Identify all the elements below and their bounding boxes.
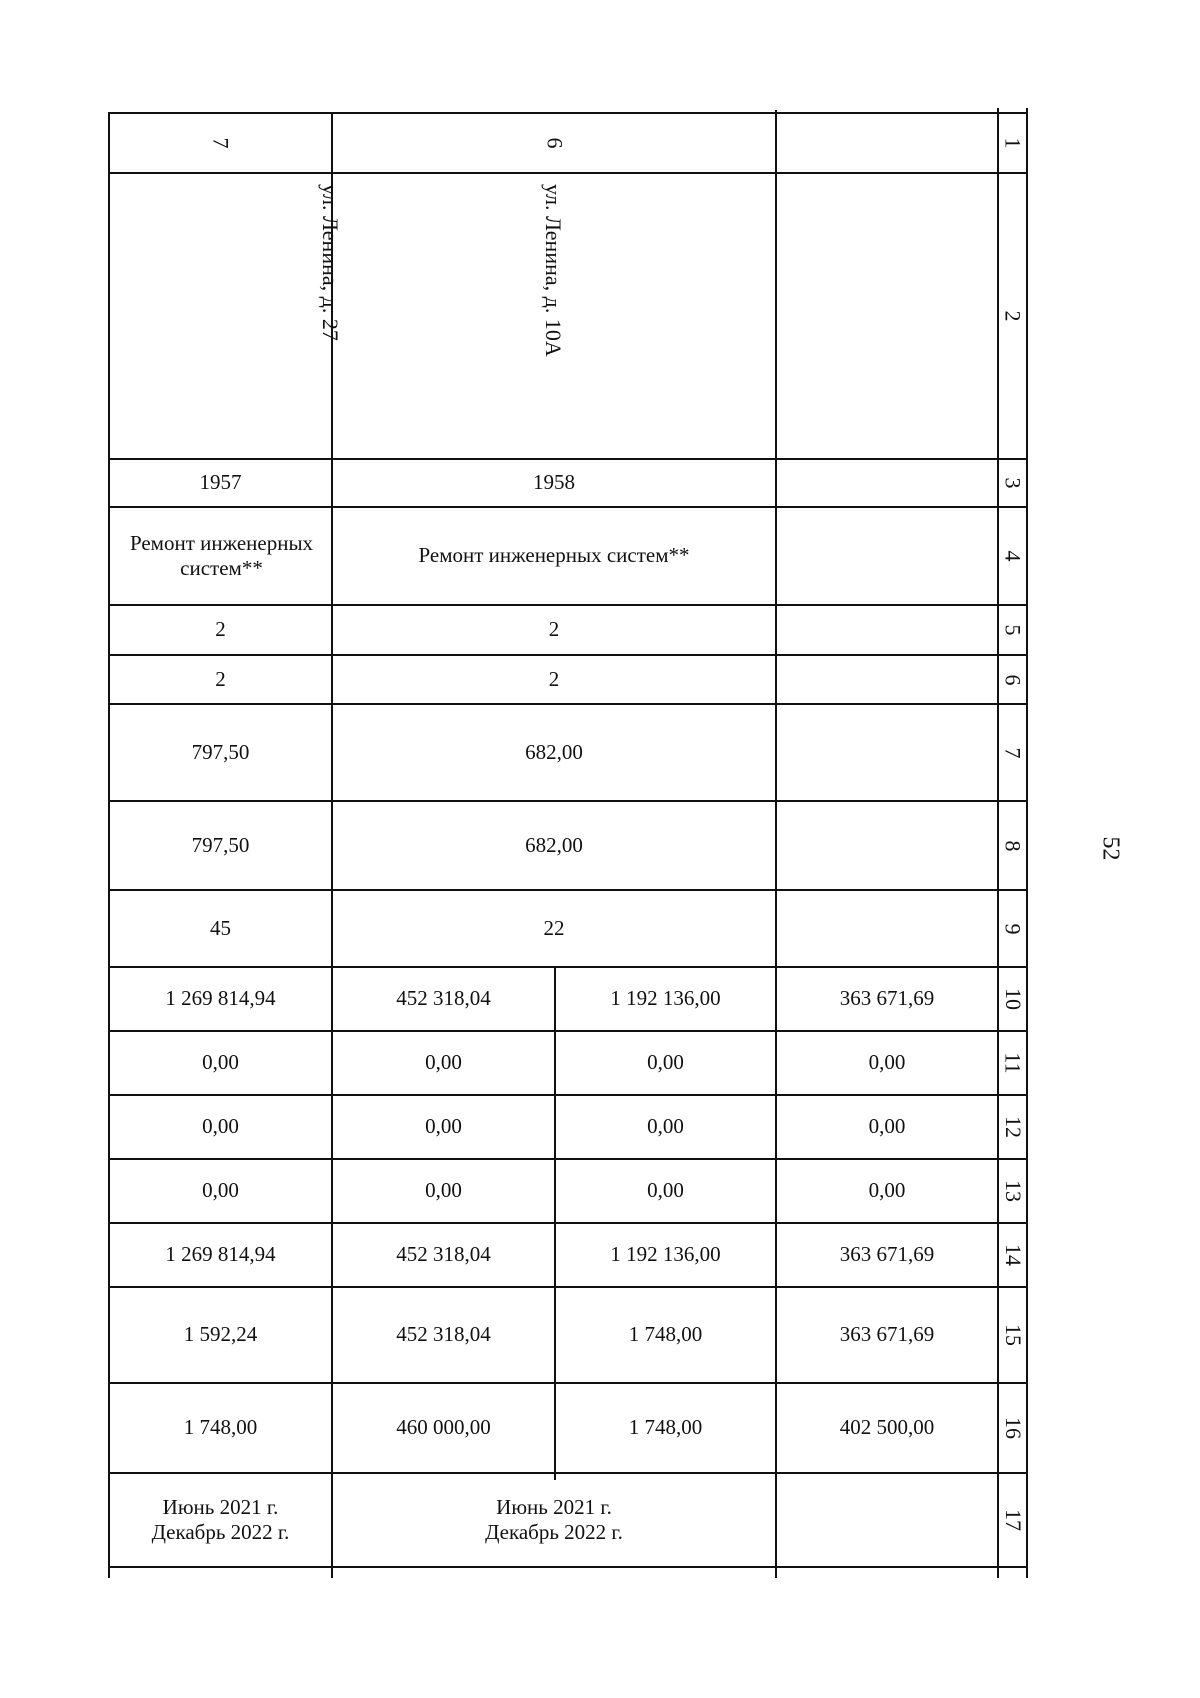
c16-b-right: 1 748,00 — [628, 1415, 703, 1440]
work-type-a: Ремонт инженерных систем** — [129, 530, 314, 580]
row-number-a: 7 — [208, 137, 234, 149]
c12-b-right: 0,00 — [647, 1114, 684, 1139]
column-number-14: 14 — [1000, 1244, 1026, 1266]
column-number-4: 4 — [1000, 550, 1026, 562]
c17-b: Июнь 2021 г. Декабрь 2022 г. — [485, 1494, 623, 1544]
c13-c: 0,00 — [868, 1178, 906, 1203]
c7-b: 682,00 — [525, 739, 583, 764]
column-number-6: 6 — [1000, 674, 1026, 685]
page-number: 52 — [1097, 836, 1124, 861]
column-number-5: 5 — [1000, 624, 1026, 636]
row-number-b: 6 — [542, 137, 567, 149]
c5-a: 2 — [215, 617, 226, 642]
c17-a: Июнь 2021 г. Декабрь 2022 г. — [151, 1494, 290, 1544]
c6-a: 2 — [215, 666, 226, 691]
work-type-b: Ремонт инженерных систем** — [418, 543, 690, 568]
column-number-12: 12 — [1000, 1116, 1026, 1138]
column-number-2: 2 — [1000, 310, 1026, 322]
year-b: 1958 — [533, 470, 575, 495]
c14-b-left: 452 318,04 — [396, 1242, 491, 1267]
column-number-10: 10 — [1000, 988, 1026, 1010]
c13-b-left: 0,00 — [425, 1178, 462, 1203]
c10-c: 363 671,69 — [839, 986, 935, 1011]
c11-c: 0,00 — [868, 1050, 906, 1075]
c15-b-right: 1 748,00 — [628, 1322, 703, 1347]
column-number-3: 3 — [1000, 477, 1026, 489]
c11-a: 0,00 — [202, 1050, 239, 1075]
c8-b: 682,00 — [525, 832, 583, 857]
c12-b-left: 0,00 — [425, 1114, 462, 1139]
c13-a: 0,00 — [202, 1178, 239, 1203]
c10-b-right: 1 192 136,00 — [610, 986, 721, 1011]
c11-b-right: 0,00 — [647, 1050, 684, 1075]
c14-a: 1 269 814,94 — [165, 1242, 276, 1267]
address-a: ул. Ленина, д. 27 — [318, 184, 343, 341]
c6-b: 2 — [548, 666, 560, 691]
column-number-1: 1 — [1000, 137, 1026, 149]
c11-b-left: 0,00 — [425, 1050, 462, 1075]
c15-c: 363 671,69 — [839, 1322, 935, 1347]
c8-a: 797,50 — [191, 832, 250, 857]
c7-a: 797,50 — [191, 739, 250, 764]
column-number-9: 9 — [1000, 923, 1026, 934]
column-number-15: 15 — [1000, 1324, 1026, 1346]
c15-a: 1 592,24 — [183, 1322, 258, 1347]
column-number-17: 17 — [1000, 1509, 1026, 1531]
c12-a: 0,00 — [202, 1114, 239, 1139]
column-number-7: 7 — [1000, 747, 1026, 758]
c12-c: 0,00 — [868, 1114, 906, 1139]
c10-a: 1 269 814,94 — [165, 986, 276, 1011]
c14-b-right: 1 192 136,00 — [610, 1242, 721, 1267]
address-b: ул. Ленина, д. 10А — [541, 184, 566, 357]
c10-b-left: 452 318,04 — [396, 986, 491, 1011]
column-number-16: 16 — [1000, 1417, 1026, 1439]
table-border-bottom — [108, 1566, 1028, 1568]
c16-c: 402 500,00 — [839, 1415, 935, 1440]
c13-b-right: 0,00 — [647, 1178, 684, 1203]
c14-c: 363 671,69 — [839, 1242, 935, 1267]
column-number-8: 8 — [1000, 840, 1026, 851]
c16-b-left: 460 000,00 — [396, 1415, 491, 1440]
column-number-11: 11 — [1000, 1052, 1026, 1074]
c9-b: 22 — [543, 915, 565, 940]
c9-a: 45 — [210, 915, 231, 940]
table-border-right — [1026, 108, 1028, 1578]
year-a: 1957 — [199, 470, 242, 495]
c15-b-left: 452 318,04 — [396, 1322, 491, 1347]
column-number-13: 13 — [1000, 1180, 1026, 1202]
c16-a: 1 748,00 — [183, 1415, 258, 1440]
c5-b: 2 — [548, 617, 560, 642]
